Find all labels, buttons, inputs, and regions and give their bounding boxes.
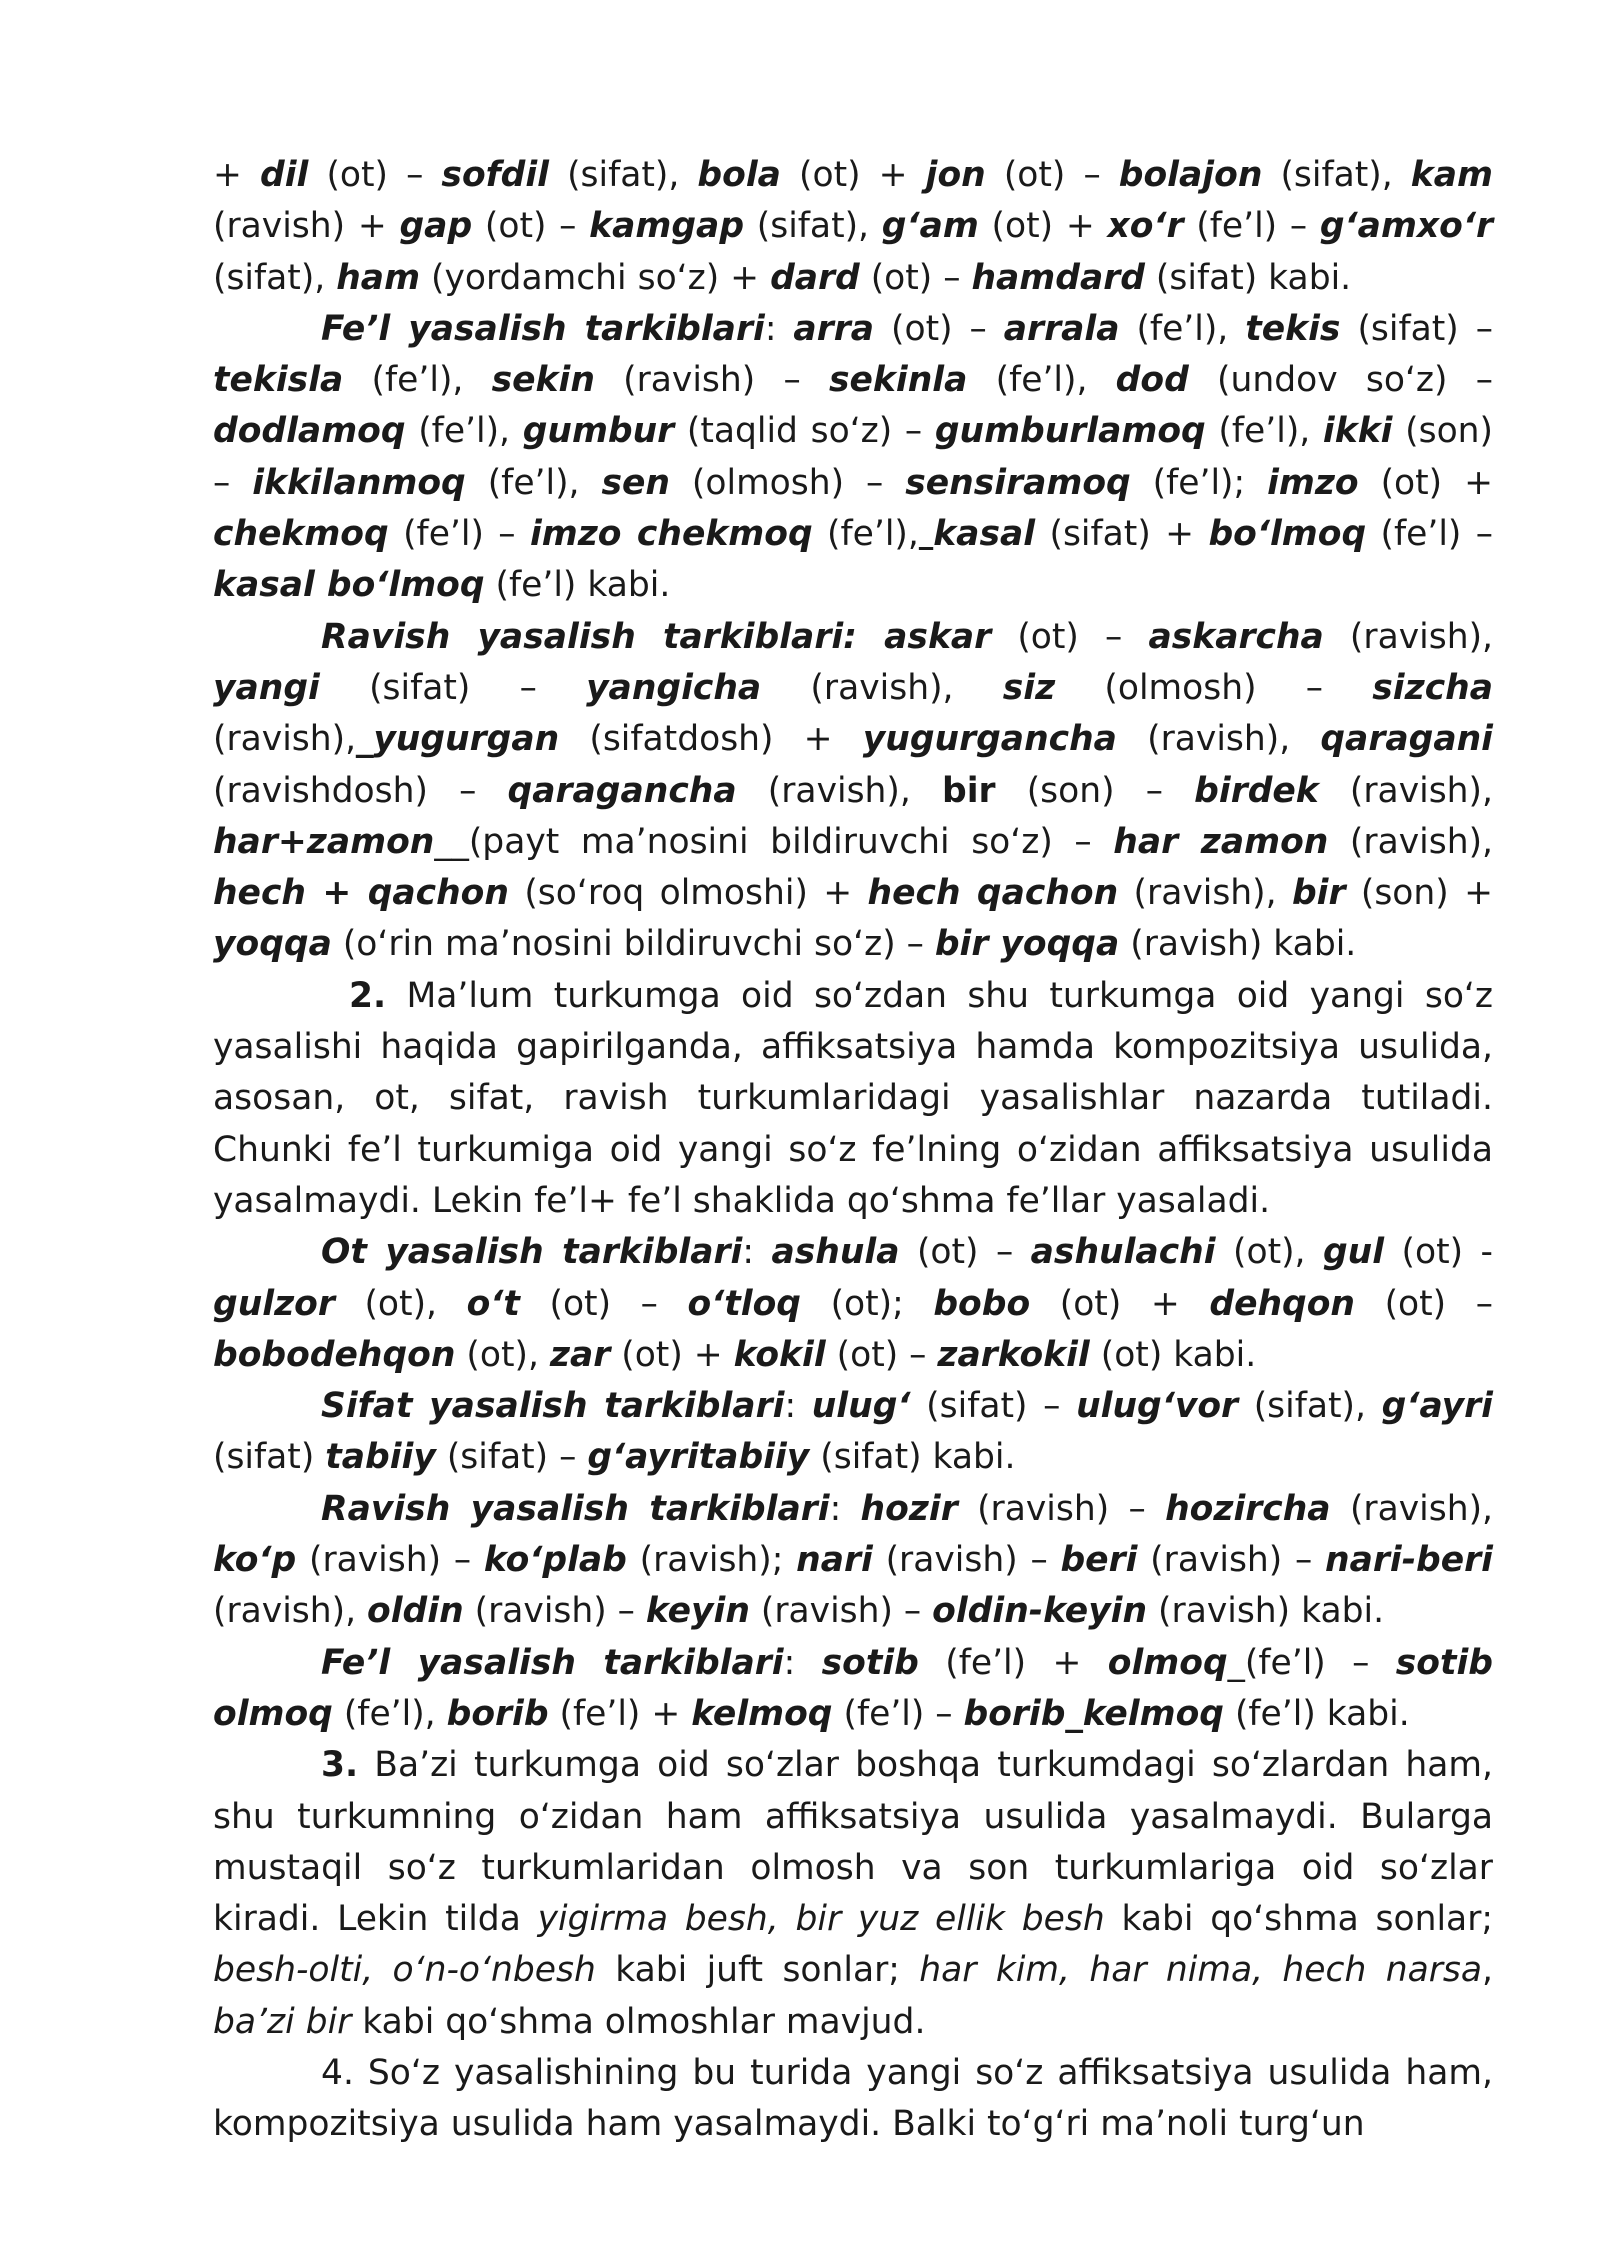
emphasized-term: har zamon: [1113, 821, 1329, 862]
text-run: (fe’l),: [405, 411, 523, 452]
emphasized-term: ulug‘vor: [1076, 1386, 1239, 1427]
text-run: 4. So‘z yasalishining bu turida yangi so‘z affiksatsiya usulida ham, kompozitsiya usulida ham yasalmaydi. Balki to‘g‘ri ma’noli turg‘un: [213, 2052, 1493, 2145]
text-run: (fe’l);: [1130, 462, 1268, 503]
text-run: (sifat),: [1238, 1386, 1382, 1427]
emphasized-term: 2.: [349, 975, 387, 1016]
text-run: (ot) +: [610, 1334, 734, 1375]
emphasized-term: 3.: [321, 1745, 359, 1786]
text-run: (ot) –: [825, 1334, 938, 1375]
emphasized-term: kokil: [733, 1334, 826, 1375]
text-run: (ravish),: [213, 719, 357, 760]
emphasized-term: arra: [793, 308, 875, 349]
emphasized-term: bir yoqqa: [934, 924, 1120, 965]
emphasized-term: gap: [399, 206, 473, 247]
text-run: (ravishdosh) –: [213, 770, 508, 811]
emphasized-term: beri: [1060, 1540, 1138, 1581]
paragraph: [213, 1381, 1493, 1484]
text-run: (ot) +: [978, 206, 1108, 247]
emphasized-term: yigirma besh, bir yuz ellik besh: [537, 1899, 1105, 1940]
text-run: (taqlid so‘z) –: [674, 411, 935, 452]
emphasized-term: tekisla: [213, 360, 344, 401]
text-run: kabi juft sonlar;: [595, 1950, 920, 1991]
emphasized-term: oldin: [367, 1591, 464, 1632]
text-run: (ot) kabi.: [1089, 1334, 1257, 1375]
text-run: (ot),: [334, 1283, 467, 1324]
emphasized-term: borib_kelmoq: [963, 1693, 1224, 1734]
text-run: (ot),: [455, 1334, 550, 1375]
emphasized-term: sofdil: [441, 155, 549, 195]
text-run: (fe’l) –: [1366, 514, 1494, 555]
text-run: (ot) –: [1355, 1283, 1493, 1324]
emphasized-term: sotib olmoq: [213, 1642, 1494, 1734]
emphasized-term: bir: [1291, 873, 1346, 914]
emphasized-term: ikkilanmoq: [252, 462, 466, 503]
text-run: (ravish) –: [463, 1591, 646, 1632]
text-run: (fe’l) –: [1183, 206, 1320, 247]
text-run: Ma’lum turkumga oid so‘zdan shu turkumga oid yangi so‘z yasalishi haqida gapirilganda, affiksatsiya hamda kompozitsiya usulida, asosan, ot, sifat, ravish turkumlaridagi yasalishlar nazarda tutiladi. Chunki fe’l turkumiga oid yangi so‘z fe’lning o‘zidan affiksatsiya usulida yasalmaydi. Lekin fe’l+ fe’l shaklida qo‘shma fe’llar yasaladi.: [213, 975, 1493, 1221]
text-run: (sifat),: [744, 206, 882, 247]
emphasized-term: o‘t: [466, 1283, 520, 1324]
emphasized-term: kamgap: [589, 206, 745, 247]
text-run: (ravish) –: [749, 1591, 933, 1632]
emphasized-term: _yugurgan: [356, 719, 560, 760]
emphasized-term: oldin-keyin: [932, 1591, 1148, 1632]
emphasized-term: g‘amxo‘r: [1319, 206, 1493, 247]
text-run: (ot) –: [899, 1232, 1031, 1273]
emphasized-term: g‘ayritabiiy: [587, 1437, 810, 1478]
emphasized-term: gumburlamoq: [934, 411, 1206, 452]
text-run: :: [764, 308, 794, 349]
paragraph: [213, 1227, 1493, 1381]
text-run: (ot);: [801, 1283, 934, 1324]
paragraph: [213, 1740, 1493, 2048]
paragraph: [213, 612, 1493, 971]
emphasized-term: bolajon: [1118, 155, 1263, 195]
emphasized-term: hech + qachon: [213, 873, 509, 914]
emphasized-term: qaragancha: [507, 770, 737, 811]
paragraph: [213, 971, 1493, 1227]
emphasized-term: ashula: [771, 1232, 900, 1273]
emphasized-term: sizcha: [1372, 667, 1493, 708]
emphasized-term: keyin: [645, 1591, 750, 1632]
emphasized-term: besh-olti, o‘n-o‘nbesh: [213, 1950, 596, 1991]
emphasized-term: tekis: [1245, 308, 1341, 349]
text-run: (ot) –: [985, 155, 1119, 195]
emphasized-term: xo‘r: [1107, 206, 1184, 247]
text-run: (undov so‘z) –: [1188, 360, 1493, 401]
emphasized-term: ba’zi bir: [213, 2001, 352, 2042]
text-run: (fe’l),: [1205, 411, 1323, 452]
emphasized-term: Fe’l yasalish tarkiblari: [321, 1642, 784, 1683]
text-run: _(fe’l) –: [1227, 1642, 1396, 1683]
emphasized-term: askar: [884, 616, 992, 657]
text-run: (ravish);: [626, 1540, 797, 1581]
emphasized-term: sen: [601, 462, 670, 503]
text-run: (ravish) kabi.: [1119, 924, 1357, 965]
text-run: (ravish),: [1318, 770, 1493, 811]
text-run: (ot) –: [874, 308, 1004, 349]
text-run: __(payt ma’nosini bildiruvchi so‘z) –: [434, 821, 1114, 862]
text-run: (ravish),: [213, 1591, 368, 1632]
emphasized-term: kam: [1410, 155, 1493, 195]
text-run: (ravish),: [1330, 1488, 1493, 1529]
text-run: (fe’l) kabi.: [484, 565, 671, 606]
text-run: (ravish),: [1118, 873, 1292, 914]
emphasized-term: hamdard: [971, 257, 1145, 298]
emphasized-term: yugurgancha: [862, 719, 1117, 760]
text-run: (yordamchi so‘z) +: [420, 257, 771, 298]
text-run: (ravish) –: [296, 1540, 484, 1581]
text-run: (fe’l),: [343, 360, 492, 401]
emphasized-term: olmoq: [1107, 1642, 1228, 1683]
emphasized-term: hech qachon: [867, 873, 1119, 914]
text-run: :: [783, 1642, 822, 1683]
text-run: (ot) +: [1358, 462, 1493, 503]
text-run: (fe’l),: [332, 1693, 447, 1734]
text-run: (son) –: [213, 411, 1494, 503]
emphasized-term: ham: [336, 257, 421, 298]
text-run: (olmosh) –: [669, 462, 906, 503]
emphasized-term: nari: [796, 1540, 873, 1581]
emphasized-term: dard: [770, 257, 860, 298]
paragraph: [213, 150, 1493, 304]
emphasized-term: imzo chekmoq: [529, 514, 813, 555]
emphasized-term: birdek: [1194, 770, 1319, 811]
emphasized-term: sekinla: [828, 360, 968, 401]
text-run: (fe’l),: [812, 514, 919, 555]
text-run: (ravish),: [1116, 719, 1321, 760]
emphasized-term: sensiramoq: [905, 462, 1131, 503]
emphasized-term: bobodehqon: [213, 1334, 456, 1375]
emphasized-term: dehqon: [1209, 1283, 1355, 1324]
text-run: (sifat),: [549, 155, 698, 195]
text-run: (sifat) –: [319, 667, 587, 708]
text-run: (sifatdosh) +: [559, 719, 863, 760]
emphasized-term: gumbur: [522, 411, 675, 452]
emphasized-term: ko‘p: [213, 1540, 297, 1581]
emphasized-term: qaragani: [1320, 719, 1493, 760]
emphasized-term: jon: [925, 155, 986, 195]
emphasized-term: Fe’l yasalish tarkiblari: [321, 308, 765, 349]
text-run: (ravish) +: [213, 206, 400, 247]
text-run: (ot) –: [472, 206, 590, 247]
text-run: (ravish),: [736, 770, 943, 811]
text-run: (sifat) kabi.: [1144, 257, 1352, 298]
paragraph: [213, 1484, 1493, 1638]
text-run: (ravish),: [1323, 616, 1493, 657]
text-run: (fe’l) kabi.: [1223, 1693, 1410, 1734]
emphasized-term: kelmoq: [691, 1693, 833, 1734]
emphasized-term: zarkokil: [937, 1334, 1090, 1375]
emphasized-term: askarcha: [1148, 616, 1324, 657]
text-run: ,: [1482, 1950, 1493, 1991]
text-run: (fe’l),: [1119, 308, 1246, 349]
emphasized-term: bir: [942, 770, 996, 811]
text-run: (ot),: [1215, 1232, 1323, 1273]
emphasized-term: har kim, har nima, hech narsa: [919, 1950, 1483, 1991]
emphasized-term: bola: [697, 155, 781, 195]
text-run: (sifat),: [213, 257, 337, 298]
text-run: :: [742, 1232, 772, 1273]
text-run: (fe’l) +: [548, 1693, 692, 1734]
text-run: (ravish) –: [1137, 1540, 1326, 1581]
text-run: (ravish) –: [872, 1540, 1061, 1581]
emphasized-term: dil: [260, 155, 309, 195]
text-run: (fe’l) –: [832, 1693, 964, 1734]
emphasized-term: yangicha: [586, 667, 762, 708]
underlined-space: [919, 514, 933, 554]
paragraph: [213, 1638, 1493, 1741]
emphasized-term: yangi: [213, 667, 320, 708]
text-run: +: [213, 155, 260, 195]
text-run: Ba’zi turkumga oid so‘zlar boshqa turkumdagi so‘zlardan ham, shu turkumning o‘zidan ham affiksatsiya usulida yasalmaydi. Bularga mustaqil so‘z turkumlaridan olmosh va son turkumlariga oid so‘zlar kiradi. Lekin tilda: [213, 1745, 1493, 1940]
text-run: (ravish),: [761, 667, 1003, 708]
text-run: (ot) +: [1030, 1283, 1210, 1324]
emphasized-term: chekmoq: [213, 514, 389, 555]
text-run: (ravish) –: [594, 360, 829, 401]
text-run: (ot) +: [780, 155, 926, 195]
emphasized-term: ikki: [1322, 411, 1393, 452]
text-run: (ravish) –: [957, 1488, 1166, 1529]
emphasized-term: siz: [1002, 667, 1056, 708]
emphasized-term: dodlamoq: [213, 411, 406, 452]
emphasized-term: gul: [1322, 1232, 1385, 1273]
emphasized-term: g‘ayri: [1381, 1386, 1494, 1427]
emphasized-term: bobo: [933, 1283, 1031, 1324]
emphasized-term: arrala: [1003, 308, 1120, 349]
text-run: (ot) –: [519, 1283, 688, 1324]
text-run: (fe’l) –: [388, 514, 530, 555]
text-run: :: [784, 1386, 812, 1427]
emphasized-term: har+zamon: [213, 821, 435, 862]
text-run: kabi qo‘shma sonlar;: [1104, 1899, 1493, 1940]
text-run: (sifat) kabi.: [809, 1437, 1016, 1478]
emphasized-term: imzo: [1267, 462, 1359, 503]
emphasized-term: Ravish yasalish tarkiblari:: [321, 616, 885, 657]
text-run: (son) –: [995, 770, 1195, 811]
emphasized-term: kasal bo‘lmoq: [213, 565, 485, 606]
emphasized-term: sekin: [491, 360, 595, 401]
document-page: [213, 150, 1493, 2151]
emphasized-term: tabiiy: [325, 1437, 436, 1478]
emphasized-term: g‘am: [881, 206, 979, 247]
paragraph: [213, 304, 1493, 612]
emphasized-term: Ravish yasalish tarkiblari: [321, 1488, 830, 1529]
emphasized-term: borib: [446, 1693, 549, 1734]
emphasized-term: sotib: [821, 1642, 919, 1683]
text-run: (ot) -: [1384, 1232, 1493, 1273]
text-run: (ot) –: [859, 257, 972, 298]
text-run: (sifat) –: [435, 1437, 588, 1478]
text-run: (ravish) kabi.: [1147, 1591, 1385, 1632]
text-run: (fe’l),: [465, 462, 602, 503]
text-run: (sifat) +: [1035, 514, 1209, 555]
emphasized-term: bo‘lmoq: [1208, 514, 1367, 555]
emphasized-term: ulug‘: [811, 1386, 911, 1427]
text-run: (olmosh) –: [1055, 667, 1373, 708]
paragraph: [213, 2048, 1493, 2151]
text-run: (son) +: [1345, 873, 1494, 914]
emphasized-term: yoqqa: [213, 924, 332, 965]
emphasized-term: gulzor: [213, 1283, 335, 1324]
emphasized-term: nari-beri: [1325, 1540, 1493, 1581]
text-run: kabi qo‘shma olmoshlar mavjud.: [351, 2001, 926, 2042]
text-run: (so‘roq olmoshi) +: [508, 873, 868, 914]
emphasized-term: hozircha: [1165, 1488, 1331, 1529]
text-run: (fe’l),: [967, 360, 1116, 401]
text-run: (fe’l) +: [918, 1642, 1108, 1683]
text-run: (sifat): [213, 1437, 326, 1478]
text-run: (sifat) –: [1340, 308, 1493, 349]
emphasized-term: Sifat yasalish tarkiblari: [321, 1386, 785, 1427]
text-run: (ot) –: [991, 616, 1149, 657]
emphasized-term: ashulachi: [1030, 1232, 1216, 1273]
emphasized-term: o‘tloq: [687, 1283, 801, 1324]
emphasized-term: kasal: [933, 514, 1036, 555]
emphasized-term: hozir: [860, 1488, 958, 1529]
text-run: (o‘rin ma’nosini bildiruvchi so‘z) –: [331, 924, 935, 965]
text-run: :: [829, 1488, 861, 1529]
emphasized-term: ko‘plab: [483, 1540, 627, 1581]
text-run: (ravish),: [1328, 821, 1493, 862]
emphasized-term: dod: [1115, 360, 1189, 401]
emphasized-term: Ot yasalish tarkiblari: [321, 1232, 743, 1273]
text-run: (sifat) –: [910, 1386, 1077, 1427]
text-run: (ot) –: [308, 155, 442, 195]
emphasized-term: zar: [549, 1334, 611, 1375]
text-run: (sifat),: [1262, 155, 1411, 195]
